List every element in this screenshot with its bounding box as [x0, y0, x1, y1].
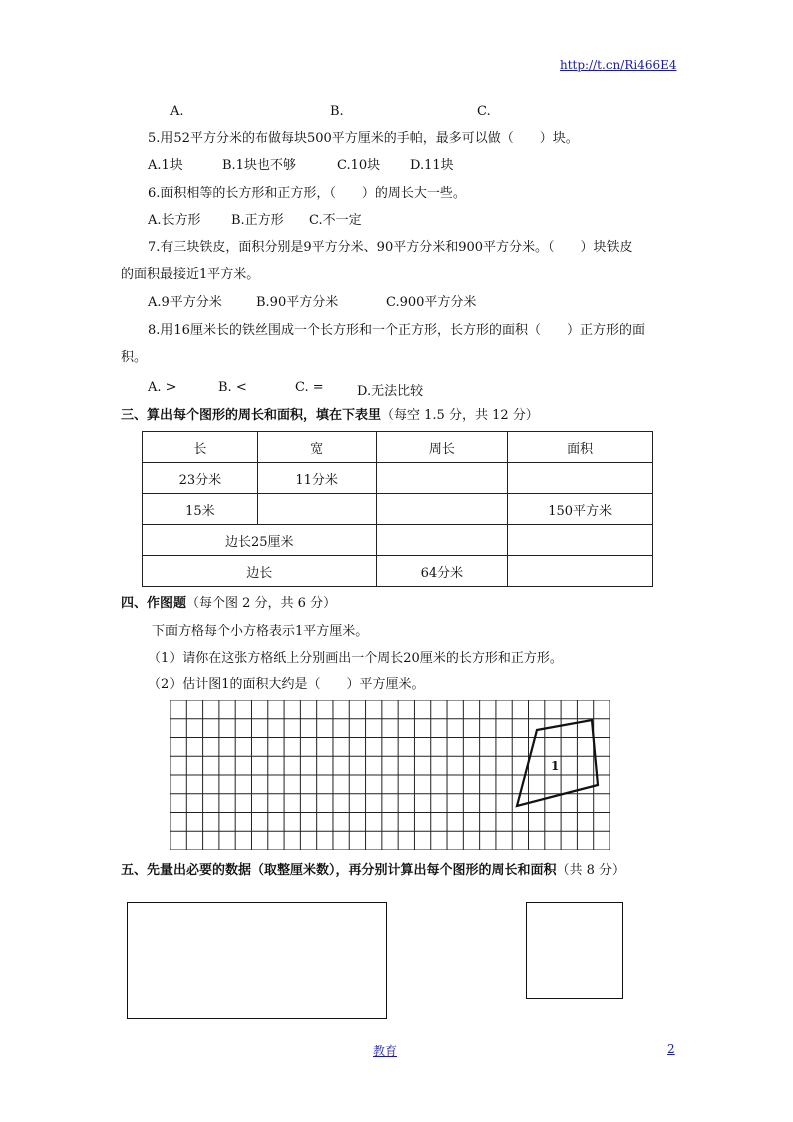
table-cell: 23分米: [143, 463, 258, 494]
q6-option-a: A.长方形: [148, 213, 201, 228]
square-grid-paper[interactable]: [170, 700, 610, 850]
table-cell-blank[interactable]: [376, 525, 508, 556]
table-row: [143, 525, 653, 556]
grid-lines: [170, 700, 610, 850]
q5-option-c: C.10块: [337, 158, 381, 173]
q8-option-b: B. <: [218, 380, 247, 395]
q7-stem-line1: 7.有三块铁皮，面积分别是9平方分米、90平方分米和900平方分米。（ ）块铁皮: [148, 240, 633, 255]
table-cell: 11分米: [257, 463, 376, 494]
table-row: [143, 463, 653, 494]
q7-option-a: A.9平方分米: [148, 295, 222, 310]
q5-option-d: D.11块: [410, 158, 454, 173]
table-cell-blank[interactable]: [508, 525, 653, 556]
section4-title: [121, 592, 336, 611]
table-header-row: [143, 432, 653, 463]
section4-q2: （2）估计图1的面积大约是（ ）平方厘米。: [148, 677, 425, 692]
q8-option-c: C. =: [295, 380, 324, 395]
q8-stem-line2: 积。: [121, 350, 148, 365]
section5-title-note: （共 8 分）: [556, 863, 626, 878]
section4-title-bold: 四、作图题: [121, 596, 187, 611]
table-cell: 15米: [143, 494, 258, 525]
section5-title: [121, 859, 625, 878]
q4-option-b: B.: [330, 104, 344, 119]
q4-option-c: C.: [477, 104, 491, 119]
section4-title-note: （每个图 2 分，共 6 分）: [186, 596, 337, 611]
footer-link[interactable]: 教育: [373, 1044, 398, 1058]
table-header-cell: 周长: [376, 432, 508, 463]
q7-stem-line2: 的面积最接近1平方米。: [121, 267, 260, 282]
q5-option-b: B.1块也不够: [222, 158, 296, 173]
square-figure: [526, 902, 623, 999]
section3-title: [121, 404, 539, 423]
table-header-cell: 面积: [508, 432, 653, 463]
table-cell-blank[interactable]: [376, 463, 508, 494]
table-cell-blank[interactable]: [376, 494, 508, 525]
table-cell: 边长25厘米: [143, 525, 377, 556]
table-cell: 边长: [143, 556, 377, 587]
q7-option-b: B.90平方分米: [256, 295, 339, 310]
q5-option-a: A.1块: [148, 158, 183, 173]
section4-intro: 下面方格每个小方格表示1平方厘米。: [152, 624, 369, 639]
section5-title-bold: 五、先量出必要的数据（取整厘米数），再分别计算出每个图形的周长和面积: [121, 863, 557, 878]
table-cell: 150平方米: [508, 494, 653, 525]
table-cell: 64分米: [376, 556, 508, 587]
q8-option-d: D.无法比较: [357, 384, 424, 399]
q8-stem-line1: 8.用16厘米长的铁丝围成一个长方形和一个正方形，长方形的面积（ ）正方形的面: [148, 323, 645, 338]
table-cell-blank[interactable]: [508, 556, 653, 587]
header-url-link[interactable]: http://t.cn/Ri466E4: [560, 58, 677, 72]
q7-option-c: C.900平方分米: [386, 295, 477, 310]
q6-option-c: C.不一定: [309, 213, 362, 228]
page-number: 2: [667, 1042, 675, 1056]
table-row: [143, 556, 653, 587]
table-header-cell: 长: [143, 432, 258, 463]
q6-option-b: B.正方形: [231, 213, 284, 228]
section3-title-note: （每空 1.5 分，共 12 分）: [381, 408, 539, 423]
table-header-cell: 宽: [257, 432, 376, 463]
figure-1-label: 1: [551, 759, 560, 773]
table-row: [143, 494, 653, 525]
q4-option-a: A.: [170, 104, 184, 119]
q8-option-a: A. >: [148, 380, 177, 395]
section3-title-bold: 三、算出每个图形的周长和面积，填在下表里: [121, 408, 382, 423]
table-cell-blank[interactable]: [257, 494, 376, 525]
q5-stem: 5.用52平方分米的布做每块500平方厘米的手帕，最多可以做（ ）块。: [148, 131, 579, 146]
rectangle-figure: [127, 902, 387, 1019]
section4-q1: （1）请你在这张方格纸上分别画出一个周长20厘米的长方形和正方形。: [148, 651, 563, 666]
q6-stem: 6.面积相等的长方形和正方形，（ ）的周长大一些。: [148, 186, 466, 201]
perimeter-area-table: [142, 431, 653, 587]
table-cell-blank[interactable]: [508, 463, 653, 494]
